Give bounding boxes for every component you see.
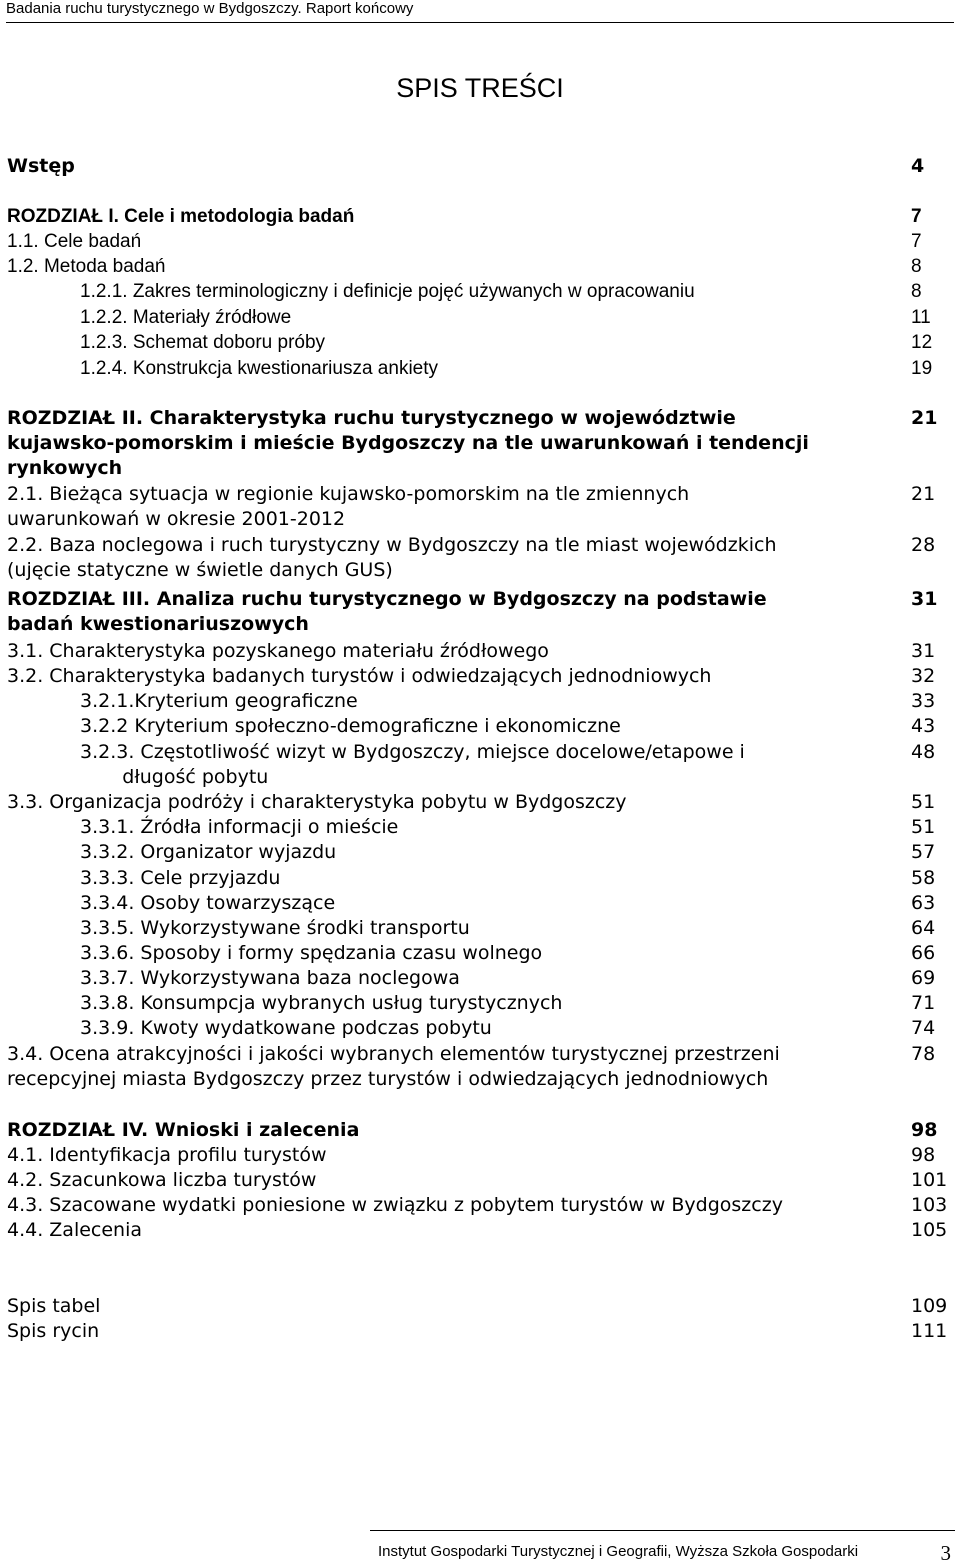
toc-entry-title: 3.3. Organizacja podróży i charakterystyka pobytu w Bydgoszczy — [7, 791, 627, 813]
toc-entry-title: 3.4. Ocena atrakcyjności i jakości wybranych elementów turystycznej przestrzeni recepcyjnej miasta Bydgoszczy przez turystów i odwiedzających jednodniowych — [7, 1043, 780, 1090]
running-header-text: Badania ruchu turystycznego w Bydgoszczy. Raport końcowy — [6, 0, 414, 17]
toc-entry[interactable] — [80, 966, 460, 991]
toc-entry[interactable] — [7, 229, 141, 254]
toc-entry-title: 3.3.9. Kwoty wydatkowane podczas pobytu — [80, 1017, 492, 1039]
toc-entry-page: 8 — [911, 281, 922, 302]
toc-entry-page: 58 — [911, 867, 936, 889]
toc-entry[interactable] — [7, 482, 689, 532]
toc-entry-title: 2.1. Bieżąca sytuacja w regionie kujawsko-pomorskim na tle zmiennych uwarunkowań w okresie 2001-2012 — [7, 483, 690, 530]
toc-entry[interactable] — [7, 204, 354, 229]
toc-entry[interactable] — [7, 1319, 99, 1344]
toc-entry-page: 78 — [911, 1043, 936, 1065]
toc-entry-page: 66 — [911, 942, 936, 964]
toc-entry-page: 21 — [911, 407, 938, 429]
toc-entry[interactable] — [80, 1016, 492, 1041]
toc-entry-page: 98 — [911, 1144, 936, 1166]
toc-entry-page: 63 — [911, 892, 936, 914]
toc-entry-title: 1.2. Metoda badań — [7, 256, 166, 277]
toc-entry-page: 105 — [911, 1219, 948, 1241]
toc-entry[interactable] — [80, 305, 291, 330]
toc-entry-title: 3.2.1.Kryterium geograficzne — [80, 690, 358, 712]
toc-entry[interactable] — [7, 1118, 359, 1143]
toc-entry[interactable] — [7, 639, 549, 664]
toc-entry-page: 19 — [911, 358, 933, 379]
toc-entry[interactable] — [80, 891, 335, 916]
toc-entry-page: 103 — [911, 1194, 948, 1216]
toc-entry-page: 101 — [911, 1169, 948, 1191]
page-title: SPIS TREŚCI — [396, 73, 564, 103]
toc-entry-title: 2.2. Baza noclegowa i ruch turystyczny w Bydgoszczy na tle miast wojewódzkich (ujęcie statyczne w świetle danych GUS) — [7, 534, 777, 581]
toc-entry-title: 1.1. Cele badań — [7, 231, 142, 252]
toc-entry-page: 12 — [911, 332, 933, 353]
toc-entry-page: 31 — [911, 640, 936, 662]
toc-entry-page: 57 — [911, 841, 936, 863]
toc-entry[interactable] — [80, 866, 280, 891]
toc-entry-page: 51 — [911, 816, 936, 838]
toc-entry[interactable] — [80, 689, 358, 714]
toc-entry-page: 7 — [911, 206, 922, 227]
toc-entry[interactable] — [80, 941, 542, 966]
toc-entry[interactable] — [80, 916, 470, 941]
toc-entry-title: 1.2.4. Konstrukcja kwestionariusza ankiety — [80, 358, 439, 379]
toc-entry-title: 3.3.6. Sposoby i formy spędzania czasu wolnego — [80, 942, 543, 964]
toc-entry[interactable] — [80, 840, 336, 865]
toc-entry[interactable] — [7, 533, 776, 583]
toc-entry-page: 98 — [911, 1119, 938, 1141]
toc-entry[interactable] — [7, 664, 711, 689]
toc-entry-page: 48 — [911, 741, 936, 763]
toc-entry-title: 1.2.1. Zakres terminologiczny i definicje pojęć używanych w opracowaniu — [80, 281, 695, 302]
toc-entry[interactable] — [7, 1042, 780, 1092]
toc-entry-title: 1.2.2. Materiały źródłowe — [80, 307, 292, 328]
toc-entry[interactable] — [7, 1143, 327, 1168]
toc-entry-title: 4.3. Szacowane wydatki poniesione w związku z pobytem turystów w Bydgoszczy — [7, 1194, 783, 1216]
toc-entry-title: ROZDZIAŁ IV. Wnioski i zalecenia — [7, 1119, 360, 1141]
toc-entry[interactable] — [80, 815, 398, 840]
toc-entry-title: 3.2.3. Częstotliwość wizyt w Bydgoszczy, miejsce docelowe/etapowe i długość pobytu — [80, 741, 745, 788]
toc-entry-page: 74 — [911, 1017, 936, 1039]
toc-entry-title: 3.3.5. Wykorzystywane środki transportu — [80, 917, 470, 939]
toc-entry-page: 4 — [911, 155, 925, 177]
toc-entry[interactable] — [7, 1193, 783, 1218]
toc-entry-title: 4.4. Zalecenia — [7, 1219, 143, 1241]
toc-entry[interactable] — [7, 254, 165, 279]
toc-entry[interactable] — [80, 991, 562, 1016]
toc-entry[interactable] — [80, 279, 695, 304]
toc-entry-page: 28 — [911, 534, 936, 556]
toc-entry[interactable] — [7, 154, 75, 179]
toc-entry-title: Wstęp — [7, 155, 75, 177]
toc-entry-page: 8 — [911, 256, 922, 277]
toc-entry-title: ROZDZIAŁ II. Charakterystyka ruchu turystycznego w województwie kujawsko-pomorskim i mieście Bydgoszczy na tle uwarunkowań i tendencji rynkowych — [7, 407, 809, 479]
toc-entry-title: 4.2. Szacunkowa liczba turystów — [7, 1169, 317, 1191]
toc-entry-title: 3.3.1. Źródła informacji o mieście — [80, 816, 399, 838]
toc-entry-title: 3.2. Charakterystyka badanych turystów i odwiedzających jednodniowych — [7, 665, 712, 687]
toc-entry-page: 109 — [911, 1295, 948, 1317]
toc-entry-page: 111 — [911, 1320, 948, 1342]
toc-entry-page: 71 — [911, 992, 936, 1014]
toc-entry-page: 69 — [911, 967, 936, 989]
footer-institution: Instytut Gospodarki Turystycznej i Geografii, Wyższa Szkoła Gospodarki — [378, 1543, 859, 1560]
toc-entry[interactable] — [7, 1218, 142, 1243]
toc-entry-page: 32 — [911, 665, 936, 687]
toc-entry-page: 51 — [911, 791, 936, 813]
toc-entry-title: 3.2.2 Kryterium społeczno-demograficzne i ekonomiczne — [80, 715, 621, 737]
toc-entry[interactable] — [80, 740, 745, 790]
toc-entry-page: 11 — [911, 307, 931, 328]
toc-entry-title: 1.2.3. Schemat doboru próby — [80, 332, 326, 353]
toc-entry-page: 43 — [911, 715, 936, 737]
running-header — [6, 0, 954, 23]
toc-entry[interactable] — [7, 790, 627, 815]
toc-entry[interactable] — [80, 356, 438, 381]
toc-entry-title: 3.3.3. Cele przyjazdu — [80, 867, 281, 889]
toc-entry-page: 31 — [911, 588, 938, 610]
toc-entry-title: 3.1. Charakterystyka pozyskanego materiału źródłowego — [7, 640, 549, 662]
toc-entry[interactable] — [80, 330, 325, 355]
toc-entry-title: 3.3.8. Konsumpcja wybranych usług turystycznych — [80, 992, 563, 1014]
toc-entry[interactable] — [7, 1294, 100, 1319]
page-number: 3 — [940, 1541, 951, 1565]
toc-entry-page: 7 — [911, 231, 922, 252]
toc-entry-title: 3.3.4. Osoby towarzyszące — [80, 892, 336, 914]
toc-entry-title: ROZDZIAŁ I. Cele i metodologia badań — [7, 206, 355, 227]
toc-entry-title: 3.3.7. Wykorzystywana baza noclegowa — [80, 967, 460, 989]
toc-entry-title: ROZDZIAŁ III. Analiza ruchu turystycznego w Bydgoszczy na podstawie badań kwestionariuszowych — [7, 588, 767, 635]
toc-entry[interactable] — [7, 406, 809, 481]
toc-entry-title: Spis rycin — [7, 1320, 100, 1342]
toc-entry-page: 64 — [911, 917, 936, 939]
toc-entry-page: 21 — [911, 483, 936, 505]
toc-entry-title: Spis tabel — [7, 1295, 101, 1317]
toc-entry-title: 3.3.2. Organizator wyjazdu — [80, 841, 337, 863]
page-footer — [370, 1530, 955, 1565]
toc-entry-title: 4.1. Identyfikacja profilu turystów — [7, 1144, 327, 1166]
toc-entry[interactable] — [7, 1168, 316, 1193]
toc-entry[interactable] — [80, 714, 621, 739]
toc-entry[interactable] — [7, 587, 767, 637]
toc-entry-page: 33 — [911, 690, 936, 712]
